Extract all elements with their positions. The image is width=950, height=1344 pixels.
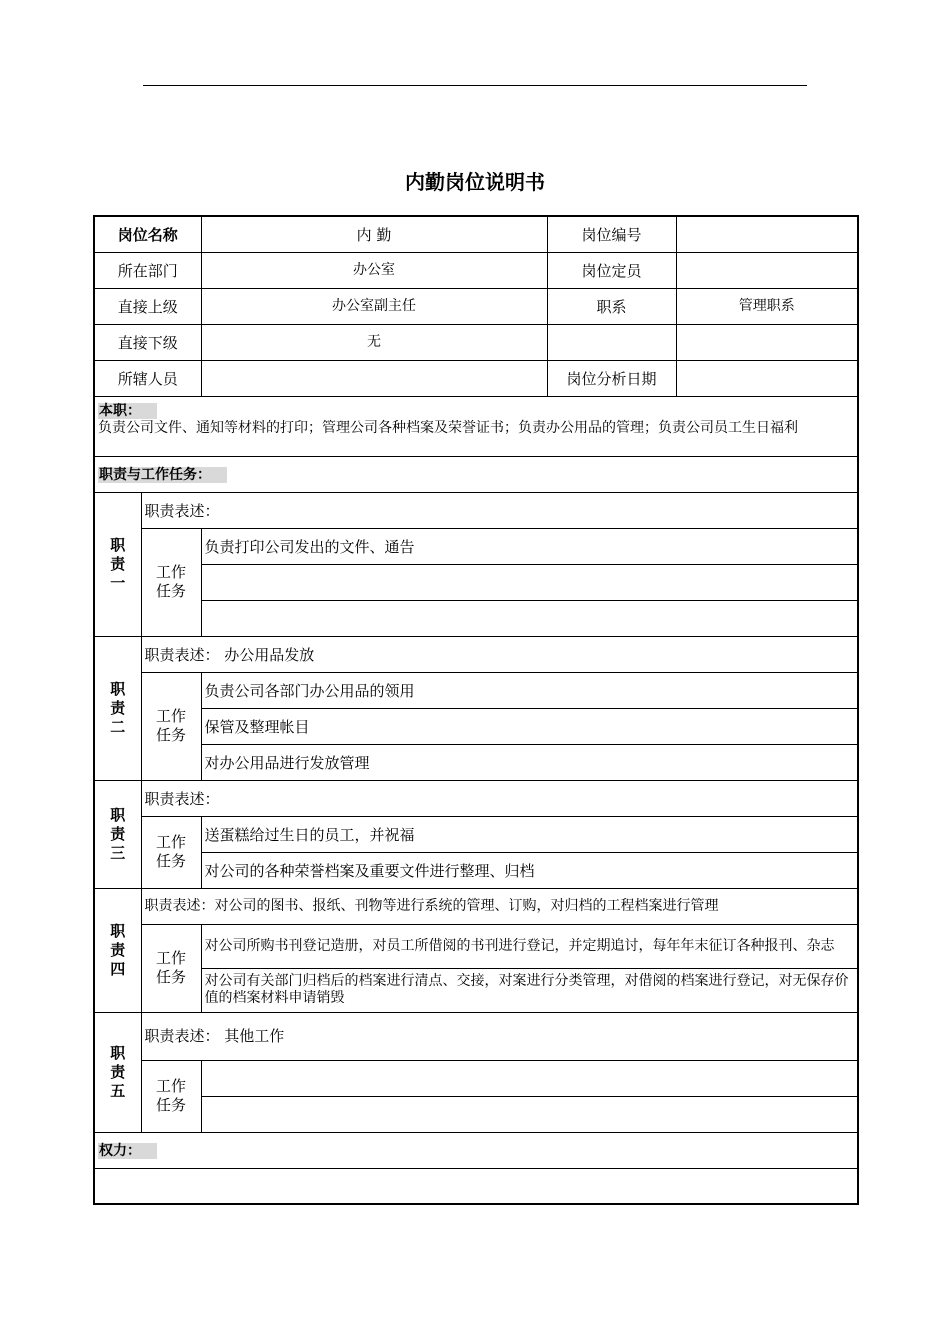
direct-superior-label: 直接上级: [94, 288, 201, 324]
basic-row: [94, 216, 858, 252]
department-value: 办公室: [201, 252, 547, 288]
task-row: [94, 816, 858, 852]
duties-heading: 职责与工作任务：: [98, 467, 227, 483]
duty-desc-row: [94, 888, 858, 924]
headcount-value: [676, 252, 858, 288]
department-label: 所在部门: [94, 252, 201, 288]
authority-heading-row: [94, 1132, 858, 1168]
duty-4-task-1: 对公司所购书刊登记造册，对员工所借阅的书刊进行登记，并定期追讨，每年年末征订各种报刊、杂志: [201, 924, 858, 968]
task-row: [94, 924, 858, 968]
authority-heading-cell: [94, 1132, 858, 1168]
task-row: [94, 744, 858, 780]
task-row: [94, 852, 858, 888]
core-duty-cell: [94, 396, 858, 456]
direct-superior-value: 办公室副主任: [201, 288, 547, 324]
duty-5-task-2: [201, 1096, 858, 1132]
job-family-label: 职系: [547, 288, 676, 324]
duty-desc-row: [94, 636, 858, 672]
duty-4-name: 职 责 四: [94, 888, 141, 1012]
job-family-value: 管理职系: [676, 288, 858, 324]
position-name-value: 内 勤: [201, 216, 547, 252]
duty-3-task-label: 工作 任务: [141, 816, 201, 888]
duty-1-task-label: 工作 任务: [141, 528, 201, 636]
duty-1-task-2: [201, 564, 858, 600]
task-row: [94, 672, 858, 708]
duty-2-description: 职责表述： 办公用品发放: [141, 636, 858, 672]
task-row: [94, 968, 858, 1012]
headcount-label: 岗位定员: [547, 252, 676, 288]
duty-2-task-3: 对办公用品进行发放管理: [201, 744, 858, 780]
basic-row: [94, 324, 858, 360]
position-name-label: 岗位名称: [94, 216, 201, 252]
authority-content-row: [94, 1168, 858, 1204]
duty-5-description: 职责表述： 其他工作: [141, 1012, 858, 1060]
position-number-label: 岗位编号: [547, 216, 676, 252]
duties-heading-row: [94, 456, 858, 492]
basic-row: [94, 360, 858, 396]
job-description-form: [93, 215, 859, 1205]
duty-desc-row: [94, 1012, 858, 1060]
duty-desc-row: [94, 492, 858, 528]
core-duty-text: 负责公司文件、通知等材料的打印；管理公司各种档案及荣誉证书；负责办公用品的管理；负责公司员工生日福利: [98, 419, 798, 436]
duty-1-description: 职责表述：: [141, 492, 858, 528]
empty-value: [676, 324, 858, 360]
basic-row: [94, 288, 858, 324]
position-number-value: [676, 216, 858, 252]
empty-label: [547, 324, 676, 360]
document-title: 内勤岗位说明书: [405, 170, 545, 194]
duty-3-description: 职责表述：: [141, 780, 858, 816]
duty-5-name: 职 责 五: [94, 1012, 141, 1132]
core-duty-row: [94, 396, 858, 456]
duty-4-task-2: 对公司有关部门归档后的档案进行清点、交接，对案进行分类管理，对借阅的档案进行登记，对无保存价值的档案材料申请销毁: [201, 968, 858, 1012]
duty-desc-row: [94, 780, 858, 816]
task-row: [94, 564, 858, 600]
header-rule: [143, 85, 807, 86]
basic-row: [94, 252, 858, 288]
duty-1-task-3: [201, 600, 858, 636]
direct-subordinate-label: 直接下级: [94, 324, 201, 360]
duty-3-name: 职 责 三: [94, 780, 141, 888]
duty-4-task-label: 工作 任务: [141, 924, 201, 1012]
duty-2-name: 职 责 二: [94, 636, 141, 780]
duty-3-task-1: 送蛋糕给过生日的员工，并祝福: [201, 816, 858, 852]
duty-2-task-2: 保管及整理帐目: [201, 708, 858, 744]
duty-3-task-2: 对公司的各种荣誉档案及重要文件进行整理、归档: [201, 852, 858, 888]
duty-2-task-1: 负责公司各部门办公用品的领用: [201, 672, 858, 708]
staff-under-label: 所辖人员: [94, 360, 201, 396]
core-duty-heading: 本职：: [98, 403, 157, 419]
duty-2-task-label: 工作 任务: [141, 672, 201, 780]
authority-content: [94, 1168, 858, 1204]
task-row: [94, 1060, 858, 1096]
analysis-date-value: [676, 360, 858, 396]
authority-heading: 权力：: [98, 1143, 157, 1159]
analysis-date-label: 岗位分析日期: [547, 360, 676, 396]
task-row: [94, 1096, 858, 1132]
direct-subordinate-value: 无: [201, 324, 547, 360]
duty-5-task-label: 工作 任务: [141, 1060, 201, 1132]
duty-1-task-1: 负责打印公司发出的文件、通告: [201, 528, 858, 564]
task-row: [94, 528, 858, 564]
duty-1-name: 职 责 一: [94, 492, 141, 636]
duty-4-description: 职责表述：对公司的图书、报纸、刊物等进行系统的管理、订购，对归档的工程档案进行管理: [141, 888, 858, 924]
task-row: [94, 708, 858, 744]
duty-5-task-1: [201, 1060, 858, 1096]
task-row: [94, 600, 858, 636]
staff-under-value: [201, 360, 547, 396]
duties-heading-cell: [94, 456, 858, 492]
